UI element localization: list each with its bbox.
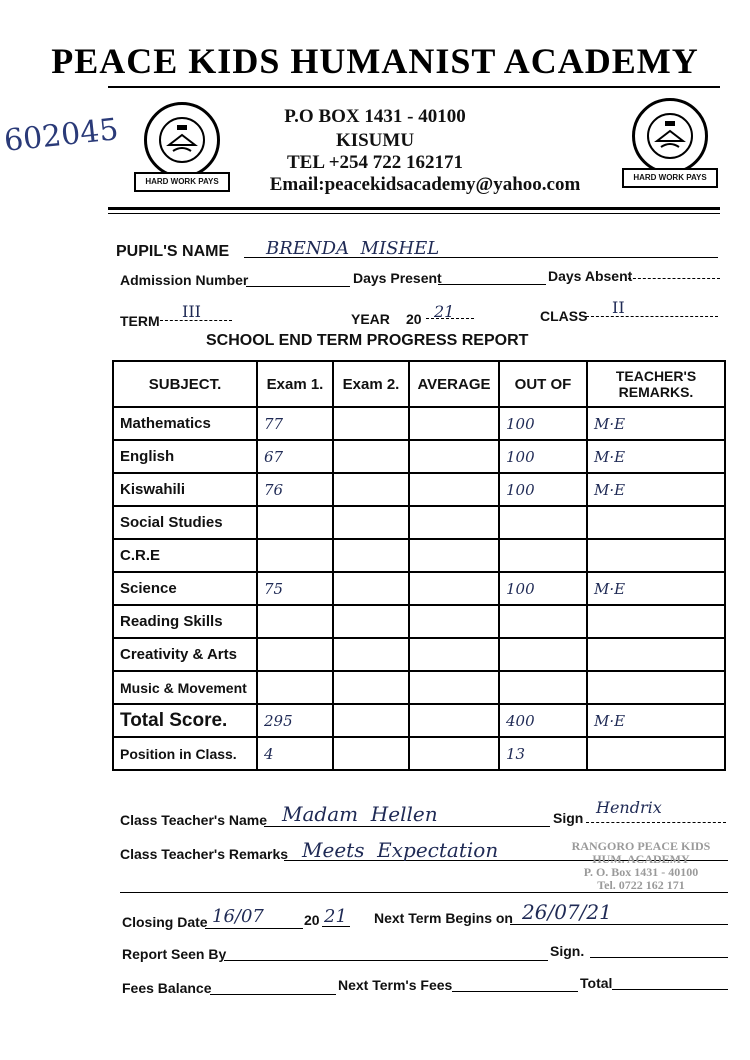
total-fees-label: Total <box>580 975 613 991</box>
table-row <box>113 572 725 605</box>
subject-cell: Reading Skills <box>113 605 257 638</box>
table-row <box>113 506 725 539</box>
position-exam2-cell[interactable] <box>333 737 409 770</box>
exam2-cell[interactable] <box>333 440 409 473</box>
exam2-cell[interactable] <box>333 605 409 638</box>
closing-date-label: Closing Date <box>122 914 208 930</box>
stamp-line: HUM. ACADEMY <box>592 852 690 866</box>
year-value: 21 <box>434 302 455 321</box>
remarks-cell[interactable]: M·E <box>587 473 725 506</box>
out-of-cell[interactable]: 100 <box>499 440 587 473</box>
stamp-line: Tel. 0722 162 171 <box>597 878 685 892</box>
term-label: TERM <box>120 313 160 329</box>
exam2-cell[interactable] <box>333 638 409 671</box>
remarks-cell[interactable] <box>587 506 725 539</box>
col-header-average: AVERAGE <box>409 361 499 407</box>
exam2-cell[interactable] <box>333 473 409 506</box>
school-town: KISUMU <box>335 130 415 151</box>
days-present-field[interactable] <box>438 284 546 285</box>
fees-balance-field[interactable] <box>210 994 336 995</box>
subject-cell: Music & Movement <box>113 671 257 704</box>
position-out-of-cell[interactable]: 13 <box>499 737 587 770</box>
term-value: III <box>182 302 201 321</box>
out-of-cell[interactable] <box>499 506 587 539</box>
exam2-cell[interactable] <box>333 539 409 572</box>
teacher-remarks-value: Meets Expectation <box>302 838 499 862</box>
remarks-cell[interactable]: M·E <box>587 407 725 440</box>
col-header-subject: SUBJECT. <box>113 361 257 407</box>
pupil-name-value[interactable]: BRENDA MISHEL <box>266 238 440 259</box>
school-logo-left <box>140 102 220 194</box>
school-tel: TEL +254 722 162171 <box>286 152 464 173</box>
remarks-cell[interactable] <box>587 671 725 704</box>
header-divider-bottom-2 <box>108 213 720 214</box>
total-label: Total Score. <box>113 704 257 737</box>
logo-seal <box>632 98 708 174</box>
marks-table <box>112 360 726 771</box>
col-header-remarks: TEACHER'S REMARKS. <box>587 361 725 407</box>
report-seen-sign-label: Sign. <box>550 943 585 959</box>
class-label: CLASS <box>540 308 588 324</box>
school-name: PEACE KIDS HUMANIST ACADEMY <box>51 41 699 81</box>
school-stamp <box>546 840 736 892</box>
subject-cell: Science <box>113 572 257 605</box>
stamp-line: P. O. Box 1431 - 40100 <box>583 865 699 879</box>
subject-cell: Creativity & Arts <box>113 638 257 671</box>
out-of-cell[interactable] <box>499 539 587 572</box>
position-average-cell[interactable] <box>409 737 499 770</box>
sign-field[interactable] <box>586 822 726 823</box>
average-cell[interactable] <box>409 407 499 440</box>
position-row <box>113 737 725 770</box>
table-row <box>113 539 725 572</box>
teacher-name-field[interactable] <box>264 826 550 827</box>
remarks-cell[interactable]: M·E <box>587 572 725 605</box>
closing-year-prefix: 20 <box>304 912 320 928</box>
fees-balance-label: Fees Balance <box>122 980 212 996</box>
average-cell[interactable] <box>409 440 499 473</box>
total-average-cell[interactable] <box>409 704 499 737</box>
subject-cell: C.R.E <box>113 539 257 572</box>
total-fees-field[interactable] <box>612 989 728 990</box>
school-address: P.O BOX 1431 - 40100 <box>284 106 466 127</box>
header-divider-bottom <box>108 207 720 210</box>
exam2-cell[interactable] <box>333 506 409 539</box>
teacher-name-value: Madam Hellen <box>282 802 438 826</box>
next-fees-field[interactable] <box>452 991 578 992</box>
class-value: II <box>612 298 625 317</box>
exam2-cell[interactable] <box>333 671 409 704</box>
table-row <box>113 440 725 473</box>
average-cell[interactable] <box>409 671 499 704</box>
school-email: Email:peacekidsacademy@yahoo.com <box>269 174 581 195</box>
report-seen-sign-field[interactable] <box>590 957 728 958</box>
next-term-value: 26/07/21 <box>522 900 612 924</box>
average-cell[interactable] <box>409 638 499 671</box>
remarks-cell[interactable] <box>587 605 725 638</box>
col-header-exam1: Exam 1. <box>257 361 333 407</box>
average-cell[interactable] <box>409 572 499 605</box>
sign-label: Sign <box>553 810 584 826</box>
report-seen-label: Report Seen By <box>122 946 227 962</box>
teacher-name-label: Class Teacher's Name <box>120 812 268 828</box>
table-row <box>113 671 725 704</box>
pupil-name-label: PUPIL'S NAME <box>116 243 230 260</box>
subject-cell: Social Studies <box>113 506 257 539</box>
out-of-cell[interactable]: 100 <box>499 473 587 506</box>
table-row <box>113 407 725 440</box>
report-seen-field[interactable] <box>224 960 548 961</box>
table-row <box>113 605 725 638</box>
total-remarks-cell[interactable]: M·E <box>587 704 725 737</box>
logo-motto: HARD WORK PAYS <box>134 172 230 192</box>
exam1-cell[interactable]: 76 <box>257 473 333 506</box>
exam1-cell[interactable] <box>257 671 333 704</box>
school-logo-right <box>628 98 708 190</box>
year-prefix: 20 <box>406 311 422 327</box>
class-field[interactable] <box>586 316 718 317</box>
subject-cell: Mathematics <box>113 407 257 440</box>
exam2-cell[interactable] <box>333 407 409 440</box>
admission-label: Admission Number <box>120 272 249 288</box>
year-label: YEAR <box>351 311 390 327</box>
position-remarks-cell[interactable] <box>587 737 725 770</box>
days-absent-field[interactable] <box>628 278 720 279</box>
teacher-remarks-field-2[interactable] <box>120 892 728 893</box>
closing-date-value: 16/07 <box>212 906 264 927</box>
table-header-row <box>113 361 725 407</box>
out-of-cell[interactable] <box>499 605 587 638</box>
exam1-cell[interactable] <box>257 605 333 638</box>
out-of-cell[interactable]: 100 <box>499 572 587 605</box>
position-exam1-cell[interactable]: 4 <box>257 737 333 770</box>
exam1-cell[interactable] <box>257 506 333 539</box>
next-term-label: Next Term Begins on <box>374 910 513 926</box>
logo-motto: HARD WORK PAYS <box>622 168 718 188</box>
subject-cell: English <box>113 440 257 473</box>
subject-cell: Kiswahili <box>113 473 257 506</box>
average-cell[interactable] <box>409 539 499 572</box>
logo-seal <box>144 102 220 178</box>
exam1-cell[interactable]: 75 <box>257 572 333 605</box>
teacher-remarks-label: Class Teacher's Remarks <box>120 846 289 862</box>
exam1-cell[interactable]: 77 <box>257 407 333 440</box>
exam1-cell[interactable] <box>257 638 333 671</box>
out-of-cell[interactable] <box>499 638 587 671</box>
admission-field[interactable] <box>246 286 350 287</box>
position-label: Position in Class. <box>113 737 257 770</box>
remarks-cell[interactable] <box>587 539 725 572</box>
remarks-cell[interactable]: M·E <box>587 440 725 473</box>
average-cell[interactable] <box>409 605 499 638</box>
col-header-out-of: OUT OF <box>499 361 587 407</box>
closing-date-field[interactable] <box>205 928 303 929</box>
exam2-cell[interactable] <box>333 572 409 605</box>
header-divider <box>108 86 720 88</box>
out-of-cell[interactable] <box>499 671 587 704</box>
average-cell[interactable] <box>409 473 499 506</box>
total-out-of-cell[interactable]: 400 <box>499 704 587 737</box>
days-present-label: Days Present <box>353 270 442 286</box>
table-row <box>113 638 725 671</box>
average-cell[interactable] <box>409 506 499 539</box>
remarks-cell[interactable] <box>587 638 725 671</box>
margin-note: 602045 <box>2 112 121 159</box>
exam1-cell[interactable] <box>257 539 333 572</box>
next-term-field[interactable] <box>510 924 728 925</box>
closing-year-value: 21 <box>324 906 347 927</box>
sign-value: Hendrix <box>596 798 662 817</box>
col-header-exam2: Exam 2. <box>333 361 409 407</box>
total-row <box>113 704 725 737</box>
days-absent-label: Days Absent <box>548 268 633 284</box>
out-of-cell[interactable]: 100 <box>499 407 587 440</box>
table-row <box>113 473 725 506</box>
next-fees-label: Next Term's Fees <box>338 977 453 993</box>
stamp-line: RANGORO PEACE KIDS <box>571 839 711 853</box>
report-title: SCHOOL END TERM PROGRESS REPORT <box>206 332 529 349</box>
total-exam1-cell[interactable]: 295 <box>257 704 333 737</box>
total-exam2-cell[interactable] <box>333 704 409 737</box>
exam1-cell[interactable]: 67 <box>257 440 333 473</box>
